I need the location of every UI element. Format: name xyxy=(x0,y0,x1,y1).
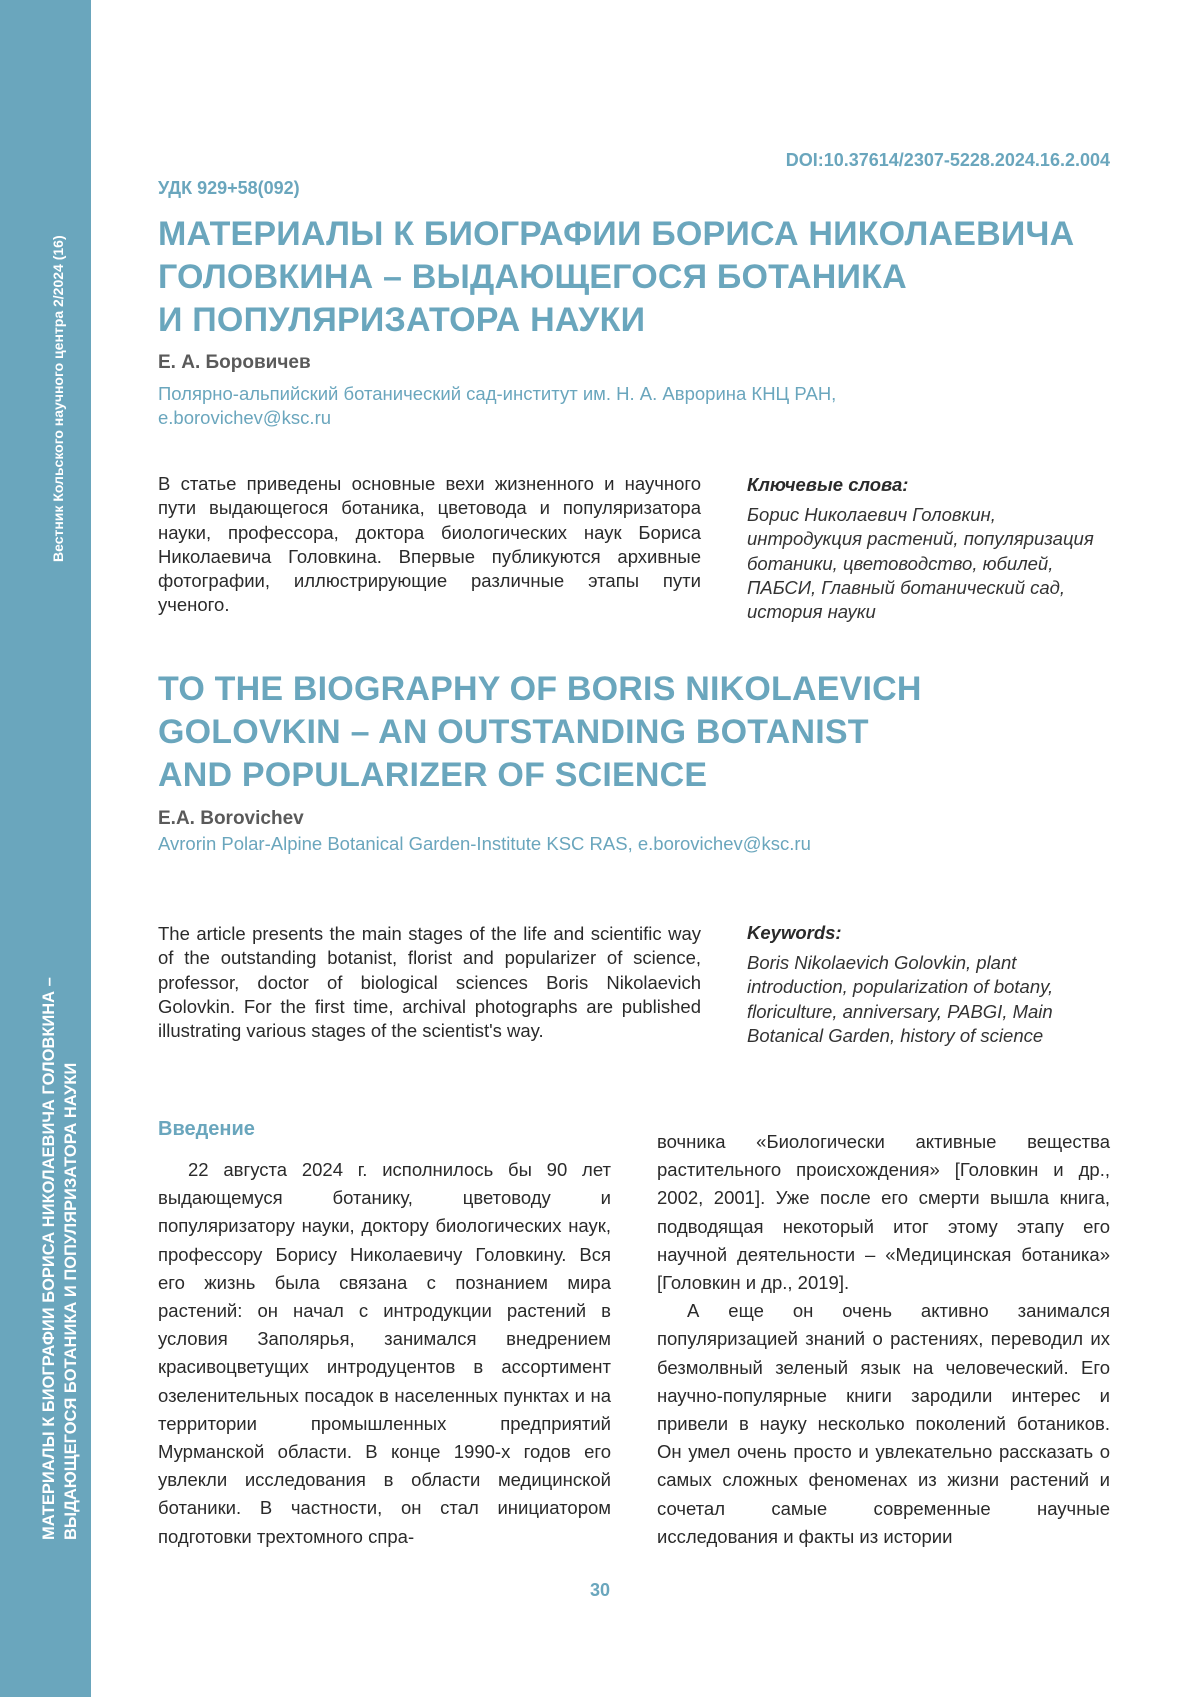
body-paragraph: А еще он очень активно занимался популяризацией знаний о растениях, переводил их безмолвный зеленый язык на человеческий. Его научно-популярные книги зародили интерес и привели в науку несколько поколений ботаников. Он умел очень просто и увлекательно рассказать о самых сложных феноменах из жизни растений и сочетал самые современные научные исследования и факты из истории xyxy=(657,1300,1110,1547)
keywords-en xyxy=(747,951,1053,1048)
title-line: ГОЛОВКИНА – ВЫДАЮЩЕГОСЯ БОТАНИКА xyxy=(158,258,907,296)
title-line: GOLOVKIN – AN OUTSTANDING BOTANIST xyxy=(158,713,869,751)
keyword-line: floriculture, anniversary, PABGI, Main xyxy=(747,1000,1053,1022)
body-paragraph: 22 августа 2024 г. исполнилось бы 90 лет выдающемуся ботанику, цветоводу и популяризатору науки, доктору биологических наук, профессору Борису Николаевичу Головкину. Вся его жизнь была связана с познанием мира растений: он начал с интродукции растений в условия Заполярья, занимался внедрением красивоцветущих интродуцентов в ассортимент озеленительных посадок в населенных пунктах и на территории промышленных предприятий Мурманской области. В конце 1990-х годов его увлекли исследования в области медицинской ботаники. В частности, он стал инициатором подготовки трехтомного спра- xyxy=(158,1159,611,1547)
keyword-line: интродукция растений, популяризация xyxy=(747,528,1094,550)
keywords-heading-ru: Ключевые слова: xyxy=(747,474,909,495)
author-ru: Е. А. Боровичев xyxy=(158,352,311,373)
author-en: E.A. Borovichev xyxy=(158,808,304,829)
sidebar-band xyxy=(0,0,91,1697)
sidebar-title-line: МАТЕРИАЛЫ К БИОГРАФИИ БОРИСА НИКОЛАЕВИЧА ГОЛОВКИНА – xyxy=(40,977,58,1540)
affiliation-line: Полярно-альпийский ботанический сад-институт им. Н. А. Аврорина КНЦ РАН, xyxy=(158,383,837,404)
title-line: TO THE BIOGRAPHY OF BORIS NIKOLAEVICH xyxy=(158,670,922,708)
keyword-line: ботаники, цветоводство, юбилей, xyxy=(747,552,1054,574)
body-column-left xyxy=(158,1156,611,1551)
affiliation-en: Avrorin Polar-Alpine Botanical Garden-Institute KSC RAS, e.borovichev@ksc.ru xyxy=(158,833,811,854)
body-paragraph: вочника «Биологически активные вещества растительного происхождения» [Головкин и др., 2002, 2001]. Уже после его смерти вышла книга, подводящая некоторый итог этому этапу его научной деятельности – «Медицинская ботаника» [Головкин и др., 2019]. xyxy=(657,1131,1110,1294)
sidebar-title-line: ВЫДАЮЩЕГОСЯ БОТАНИКА И ПОПУЛЯРИЗАТОРА НАУКИ xyxy=(62,1062,80,1540)
keyword-line: introduction, popularization of botany, xyxy=(747,976,1054,998)
title-line: И ПОПУЛЯРИЗАТОРА НАУКИ xyxy=(158,301,646,339)
keyword-line: Борис Николаевич Головкин, xyxy=(747,504,996,525)
page-number: 30 xyxy=(589,1580,611,1600)
doi[interactable]: DOI:10.37614/2307-5228.2024.16.2.004 xyxy=(785,150,1110,170)
abstract-en: The article presents the main stages of the life and scientific way of the outstanding botanist, florist and popularizer of science, professor, doctor of biological sciences Boris Nikolaevich Golovkin. For the first time, archival photographs are published illustrating various stages of the scientist's way. xyxy=(158,923,701,1042)
keywords-heading-en: Keywords: xyxy=(747,922,842,943)
keywords-ru xyxy=(747,503,1094,624)
keyword-line: история науки xyxy=(747,601,876,623)
title-ru xyxy=(158,213,1118,342)
sidebar-article-title xyxy=(38,977,82,1540)
keyword-line: Botanical Garden, history of science xyxy=(747,1024,1044,1046)
affiliation-ru xyxy=(158,382,836,430)
keyword-line: ПАБСИ, Главный ботанический сад, xyxy=(747,576,1066,598)
title-line: МАТЕРИАЛЫ К БИОГРАФИИ БОРИСА НИКОЛАЕВИЧА xyxy=(158,215,1075,253)
title-en xyxy=(158,668,1118,797)
affiliation-email[interactable]: e.borovichev@ksc.ru xyxy=(158,407,332,428)
section-heading-introduction: Введение xyxy=(158,1118,255,1140)
udk-code: УДК 929+58(092) xyxy=(158,178,300,198)
body-column-right xyxy=(657,1128,1110,1551)
keyword-line: Boris Nikolaevich Golovkin, plant xyxy=(747,952,1017,973)
abstract-ru: В статье приведены основные вехи жизненного и научного пути выдающегося ботаника, цветовода и популяризатора науки, профессора, доктора биологических наук Бориса Николаевича Головкина. Впервые публикуются архивные фотографии, иллюстрирующие различные этапы пути ученого. xyxy=(158,473,701,616)
title-line: AND POPULARIZER OF SCIENCE xyxy=(158,756,708,794)
journal-running-head: Вестник Кольского научного центра 2/2024 (16) xyxy=(50,235,66,562)
